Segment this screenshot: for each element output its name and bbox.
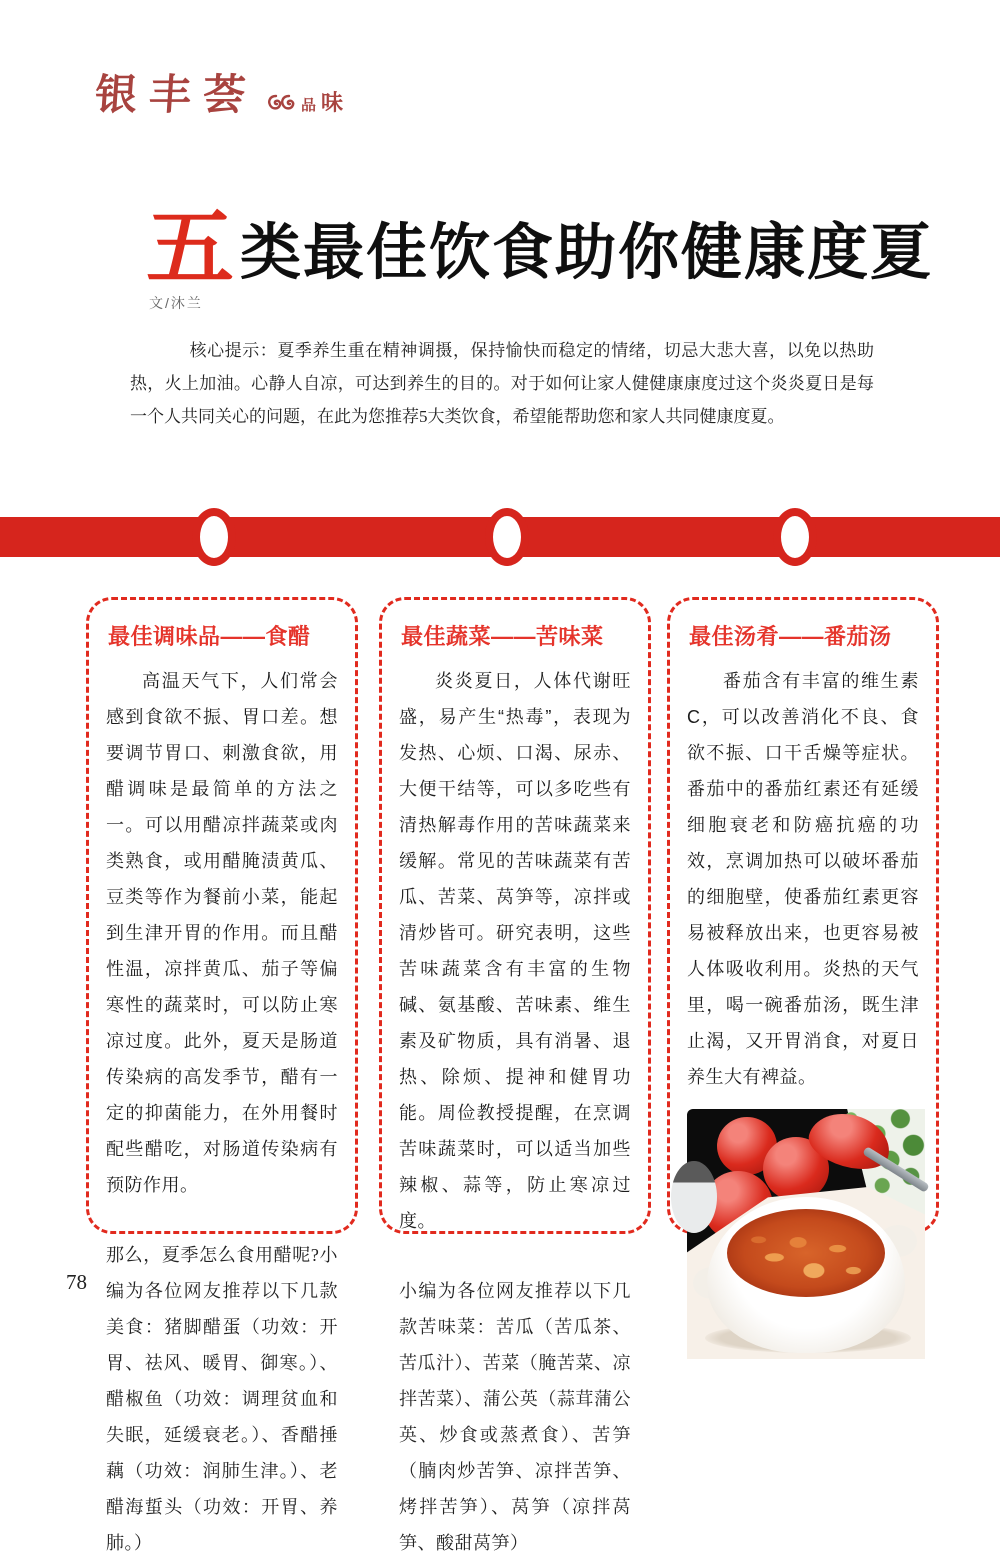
masthead-tagline — [267, 92, 343, 120]
divider-band — [0, 517, 1000, 557]
page-number: 78 — [66, 1270, 87, 1294]
intro-paragraph: 核心提示：夏季养生重在精神调摄，保持愉快而稳定的情绪，切忌大悲大喜，以免以热助热，火上加油。心静人自凉，可达到养生的目的。对于如何让家人健健康康度过这个炎炎夏日是每一个人共同关心的问题，在此为您推荐5大类饮食，希望能帮助您和家人共同健康度夏。 — [130, 341, 874, 426]
section-heading: 最佳调味品——食醋 — [108, 624, 311, 649]
section-body: 高温天气下，人们常会感到食欲不振、胃口差。想要调节胃口、刺激食欲，用醋调味是最简单的方法之一。可以用醋凉拌蔬菜或肉类熟食，或用醋腌渍黄瓜、豆类等作为餐前小菜，能起到生津开胃的作用。而且醋性温，凉拌黄瓜、茄子等偏寒性的蔬菜时，可以防止寒凉过度。此外，夏天是肠道传染病的高发季节，醋有一定的抑菌能力，在外用餐时配些醋吃，对肠道传染病有预防作用。 — [106, 671, 338, 1195]
section-heading: 最佳蔬菜——苦味菜 — [401, 624, 604, 649]
section-card-tomato-soup — [667, 597, 939, 1234]
tagline-char-pin: 品 — [301, 97, 317, 114]
section-heading: 最佳汤肴——番茄汤 — [689, 624, 892, 649]
title-text: 类最佳饮食助你健康度夏 — [240, 217, 934, 288]
divider-marker — [485, 508, 529, 566]
section-tips: 那么，夏季怎么食用醋呢?小编为各位网友推荐以下几款美食：猪脚醋蛋（功效：开胃、祛风、暖胃、御寒。）、醋椒鱼（功效：调理贫血和失眠，延缓衰老。）、香醋捶藕（功效：润肺生津。）、老醋海蜇头（功效：开胃、养肺。） — [106, 1245, 338, 1553]
divider-marker — [773, 508, 817, 566]
section-body: 炎炎夏日，人体代谢旺盛，易产生“热毒”，表现为发热、心烦、口渴、尿赤、大便干结等，可以多吃些有清热解毒作用的苦味蔬菜来缓解。常见的苦味蔬菜有苦瓜、苦菜、莴笋等，凉拌或清炒皆可。研究表明，这些苦味蔬菜含有丰富的生物碱、氨基酸、苦味素、维生素及矿物质，具有消暑、退热、除烦、提神和健胃功能。周俭教授提醒，在烹调苦味蔬菜时，可以适当加些辣椒、蒜等，防止寒凉过度。 — [399, 671, 631, 1231]
masthead — [95, 72, 343, 120]
section-body: 番茄含有丰富的维生素C，可以改善消化不良、食欲不振、口干舌燥等症状。番茄中的番茄红素还有延缓细胞衰老和防癌抗癌的功效，烹调加热可以破坏番茄的细胞壁，使番茄红素更容易被释放出来，也更容易被人体吸收利用。炎热的天气里，喝一碗番茄汤，既生津止渴，又开胃消食，对夏日养生大有裨益。 — [687, 671, 919, 1087]
section-card-bitter-vegetables — [379, 597, 651, 1553]
divider-marker — [192, 508, 236, 566]
photo-soup-bowl — [707, 1197, 905, 1353]
tagline-char-wei: 味 — [321, 90, 344, 115]
title-accent-char: 五 — [146, 198, 235, 296]
byline: 文/沐兰 — [149, 295, 203, 311]
section-card-vinegar — [86, 597, 358, 1553]
section-tips: 小编为各位网友推荐以下几款苦味菜：苦瓜（苦瓜茶、苦瓜汁）、苦菜（腌苦菜、凉拌苦菜）、蒲公英（蒜茸蒲公英、炒食或蒸煮食）、苦笋（腩肉炒苦笋、凉拌苦笋、烤拌苦笋）、莴笋（凉拌莴笋、酸甜莴笋） — [399, 1281, 631, 1553]
tomato-soup-photo — [687, 1109, 925, 1359]
double-swirl-icon — [267, 92, 297, 114]
photo-soup-surface — [727, 1209, 885, 1297]
magazine-logo: 银丰荟 — [93, 73, 259, 119]
article-title — [146, 198, 934, 296]
